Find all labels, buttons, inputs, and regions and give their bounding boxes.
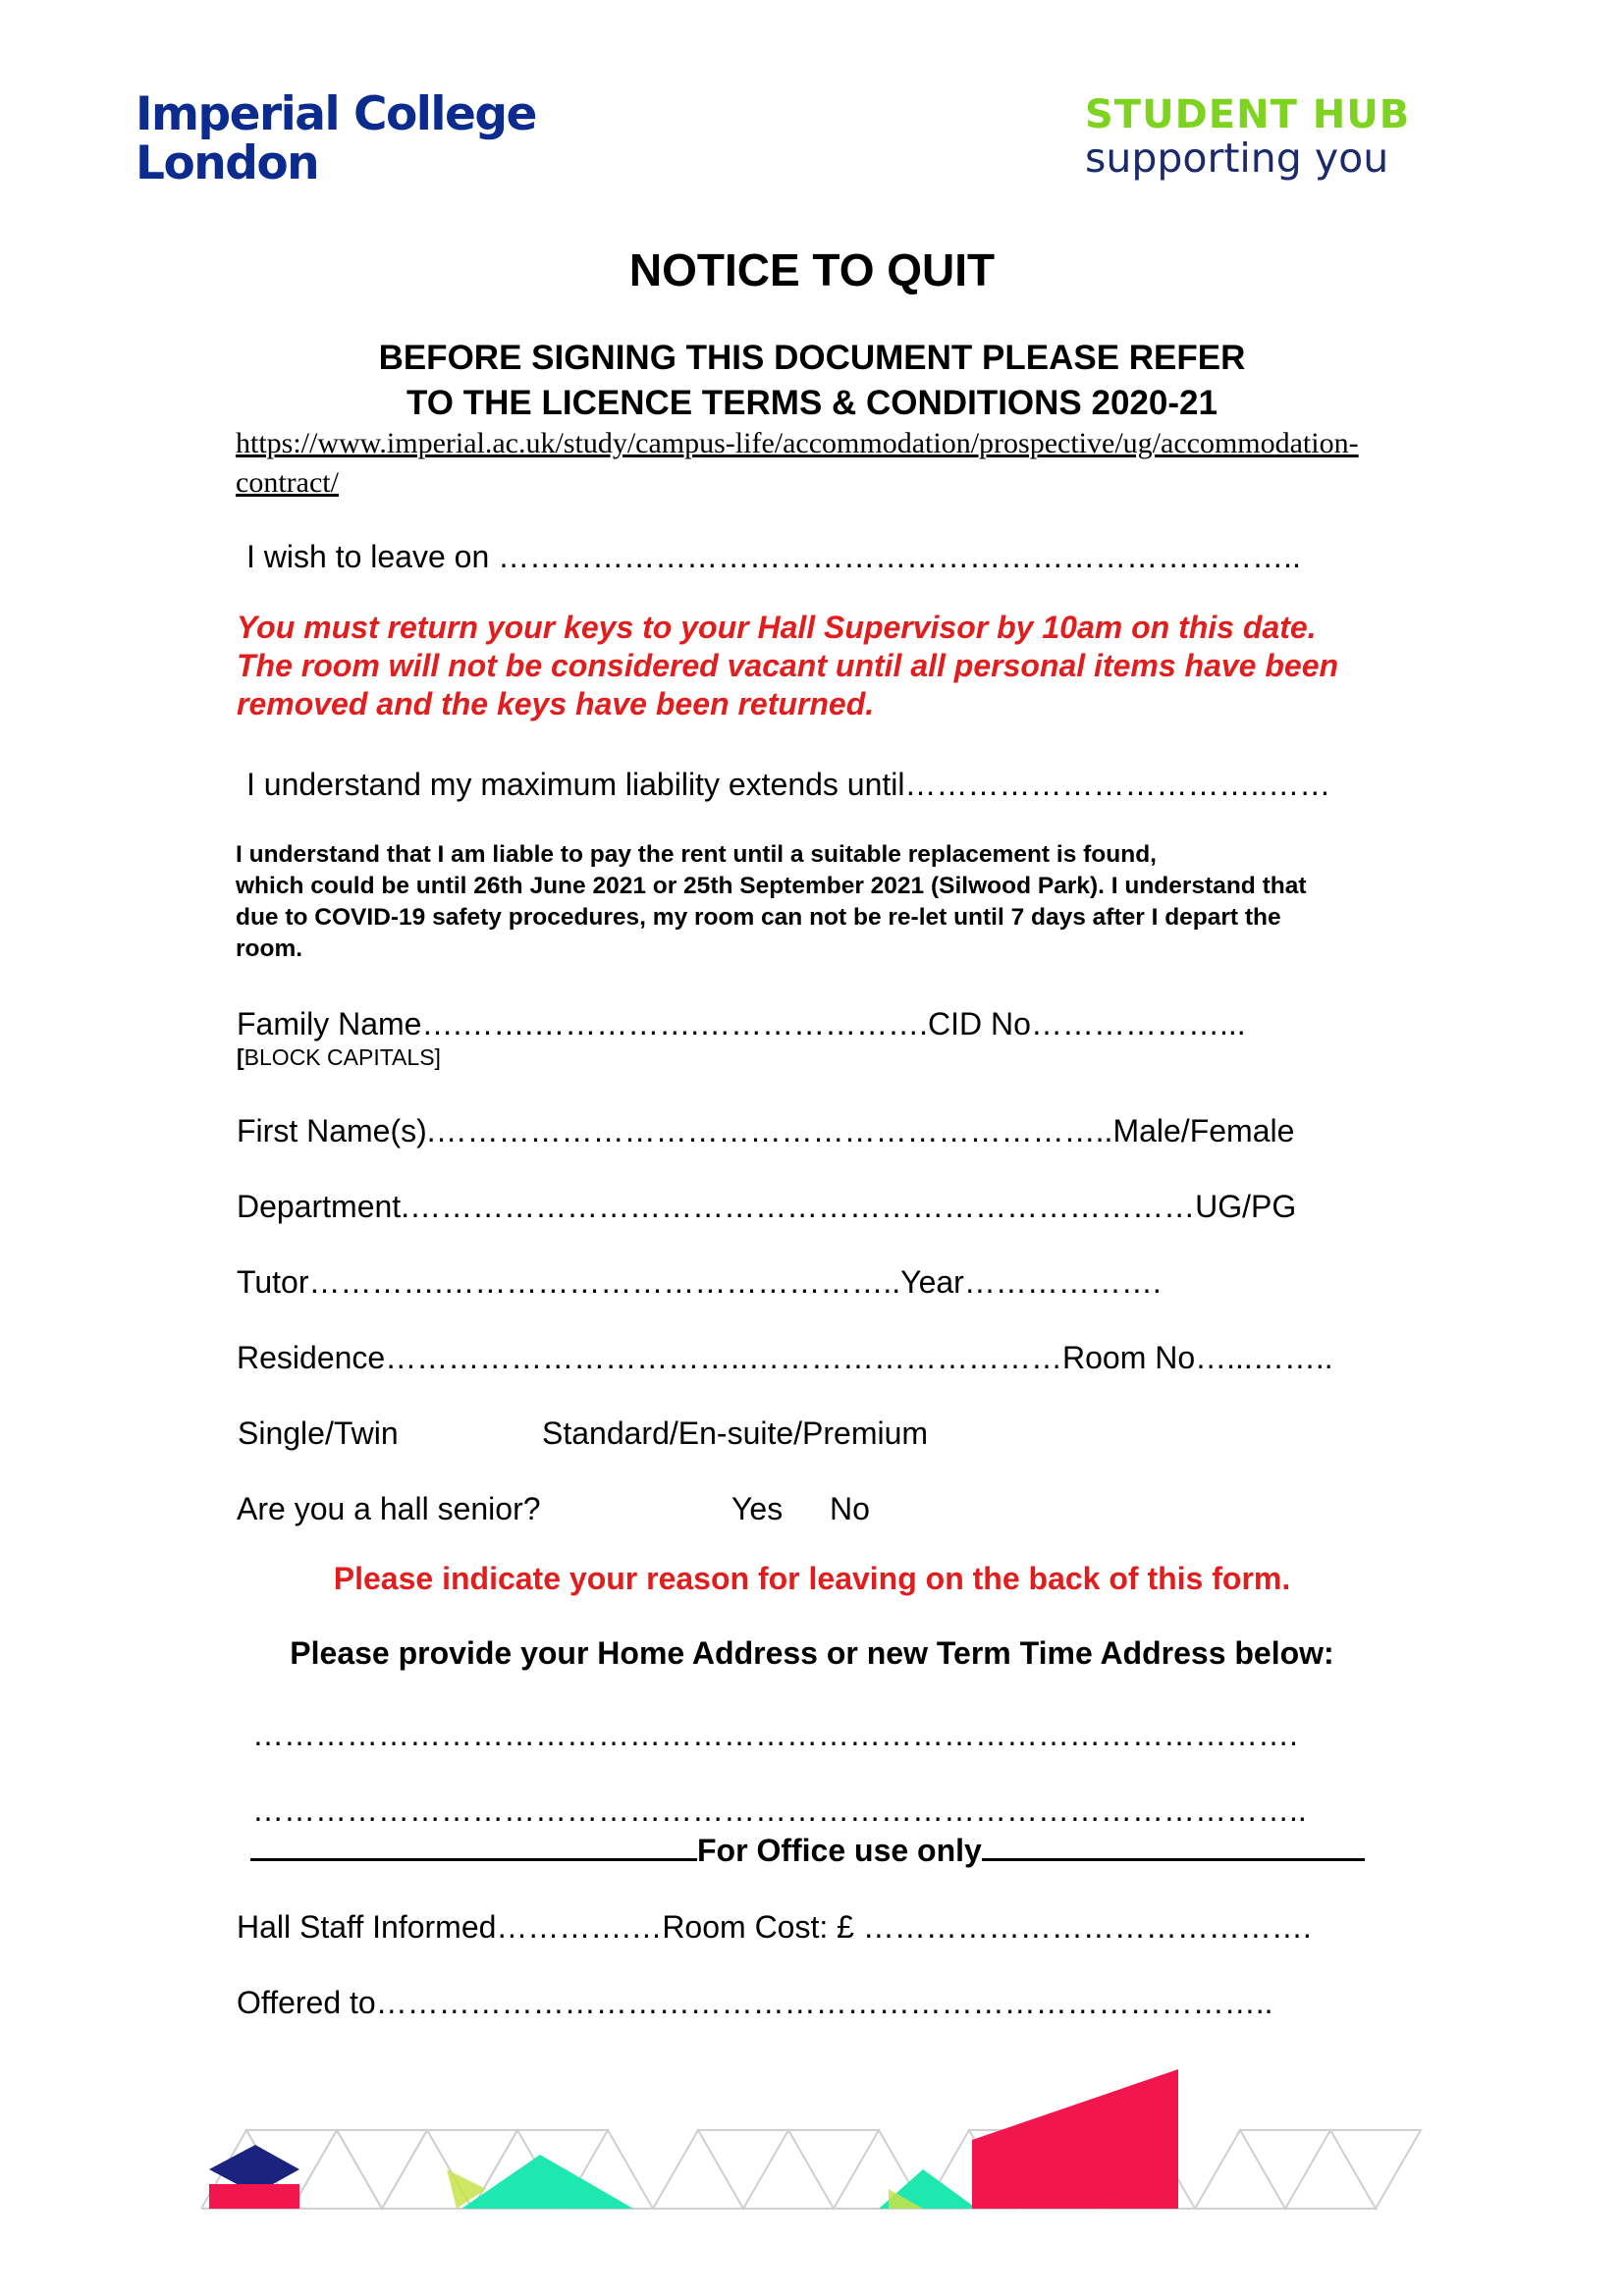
residence-field[interactable]: Residence……………………………..…………………………Room No…...……..	[237, 1340, 1333, 1375]
liability-line-4: room.	[236, 935, 303, 962]
reason-note: Please indicate your reason for leaving on the back of this form.	[333, 1561, 1291, 1596]
block-capitals-bracket: [	[237, 1044, 244, 1070]
leave-date-field[interactable]: I wish to leave on …………………………………………………………………..	[246, 539, 1301, 574]
triangle-grid	[201, 2130, 1421, 2209]
student-hub-logo-subtitle: supporting you	[1085, 134, 1389, 182]
link-line-1[interactable]: https://www.imperial.ac.uk/study/campus-life/accommodation/prospective/ug/accommodation-	[236, 427, 1359, 459]
keys-warning-line-3: removed and the keys have been returned.	[237, 686, 875, 721]
office-use-label: For Office use only	[697, 1833, 982, 1868]
room-class-option[interactable]: Standard/En-suite/Premium	[542, 1415, 929, 1451]
pink-block-left	[209, 2184, 299, 2209]
liability-line-3: due to COVID-19 safety procedures, my room can not be re-let until 7 days after I depart the	[236, 904, 1281, 931]
imperial-college-logo	[135, 87, 536, 190]
office-rule-left	[250, 1833, 697, 1861]
hall-senior-question: Are you a hall senior?	[237, 1491, 541, 1526]
liability-statement	[236, 839, 1307, 965]
hall-senior-yes[interactable]: Yes	[731, 1491, 784, 1526]
page-title: NOTICE TO QUIT	[628, 244, 996, 295]
tutor-field[interactable]: Tutor………….……………………………………..Year……………….	[237, 1264, 1162, 1300]
hall-senior-no[interactable]: No	[830, 1491, 870, 1526]
liability-line-2: which could be until 26th June 2021 or 25th September 2021 (Silwood Park). I understand that	[236, 873, 1307, 899]
licence-terms-link[interactable]	[236, 424, 1512, 503]
keys-warning	[237, 609, 1338, 723]
pink-block-right	[972, 2069, 1178, 2209]
offered-to-field[interactable]: Offered to…………………………………………………………………………..	[237, 1985, 1273, 2020]
address-prompt: Please provide your Home Address or new Term Time Address below:	[290, 1635, 1334, 1671]
logo-line-2: London	[135, 136, 319, 190]
terms-heading-line-1: BEFORE SIGNING THIS DOCUMENT PLEASE REFER	[378, 339, 1246, 377]
department-field[interactable]: Department.…………………………………………………………………UG/PG	[237, 1189, 1297, 1224]
block-capitals-text: BLOCK CAPITALS]	[244, 1044, 441, 1070]
decorative-footer-graphic	[201, 2061, 1429, 2218]
office-rule-right	[982, 1833, 1365, 1861]
keys-warning-line-1: You must return your keys to your Hall Supervisor by 10am on this date.	[237, 610, 1317, 645]
logo-line-1: Imperial College	[135, 87, 536, 141]
block-capitals-note	[237, 1044, 441, 1071]
address-line-2[interactable]: ………………………………………………………………………………………..	[252, 1792, 1307, 1828]
room-type-option[interactable]: Single/Twin	[238, 1415, 399, 1451]
terms-heading	[0, 336, 1624, 426]
student-hub-logo-title: STUDENT HUB	[1085, 92, 1411, 137]
first-names-field[interactable]: First Name(s).………………………………………………………..Male/Female	[237, 1113, 1295, 1148]
liability-date-field[interactable]: I understand my maximum liability extends until……………………………..……	[246, 767, 1331, 802]
hall-staff-room-cost-field[interactable]: Hall Staff Informed………….…Room Cost: £ …………………………………….	[237, 1909, 1312, 1945]
liability-line-1: I understand that I am liable to pay the rent until a suitable replacement is found,	[236, 841, 1157, 868]
keys-warning-line-2: The room will not be considered vacant until all personal items have been	[237, 648, 1339, 683]
office-use-banner	[250, 1833, 1365, 1869]
terms-heading-line-2: TO THE LICENCE TERMS & CONDITIONS 2020-21	[406, 384, 1218, 422]
family-name-field[interactable]: Family Name….…….…………….………………….CID No………………...	[237, 1006, 1246, 1041]
link-line-2[interactable]: contract/	[236, 466, 339, 499]
address-line-1[interactable]: ……………………………………………………………………………………….	[252, 1717, 1298, 1752]
